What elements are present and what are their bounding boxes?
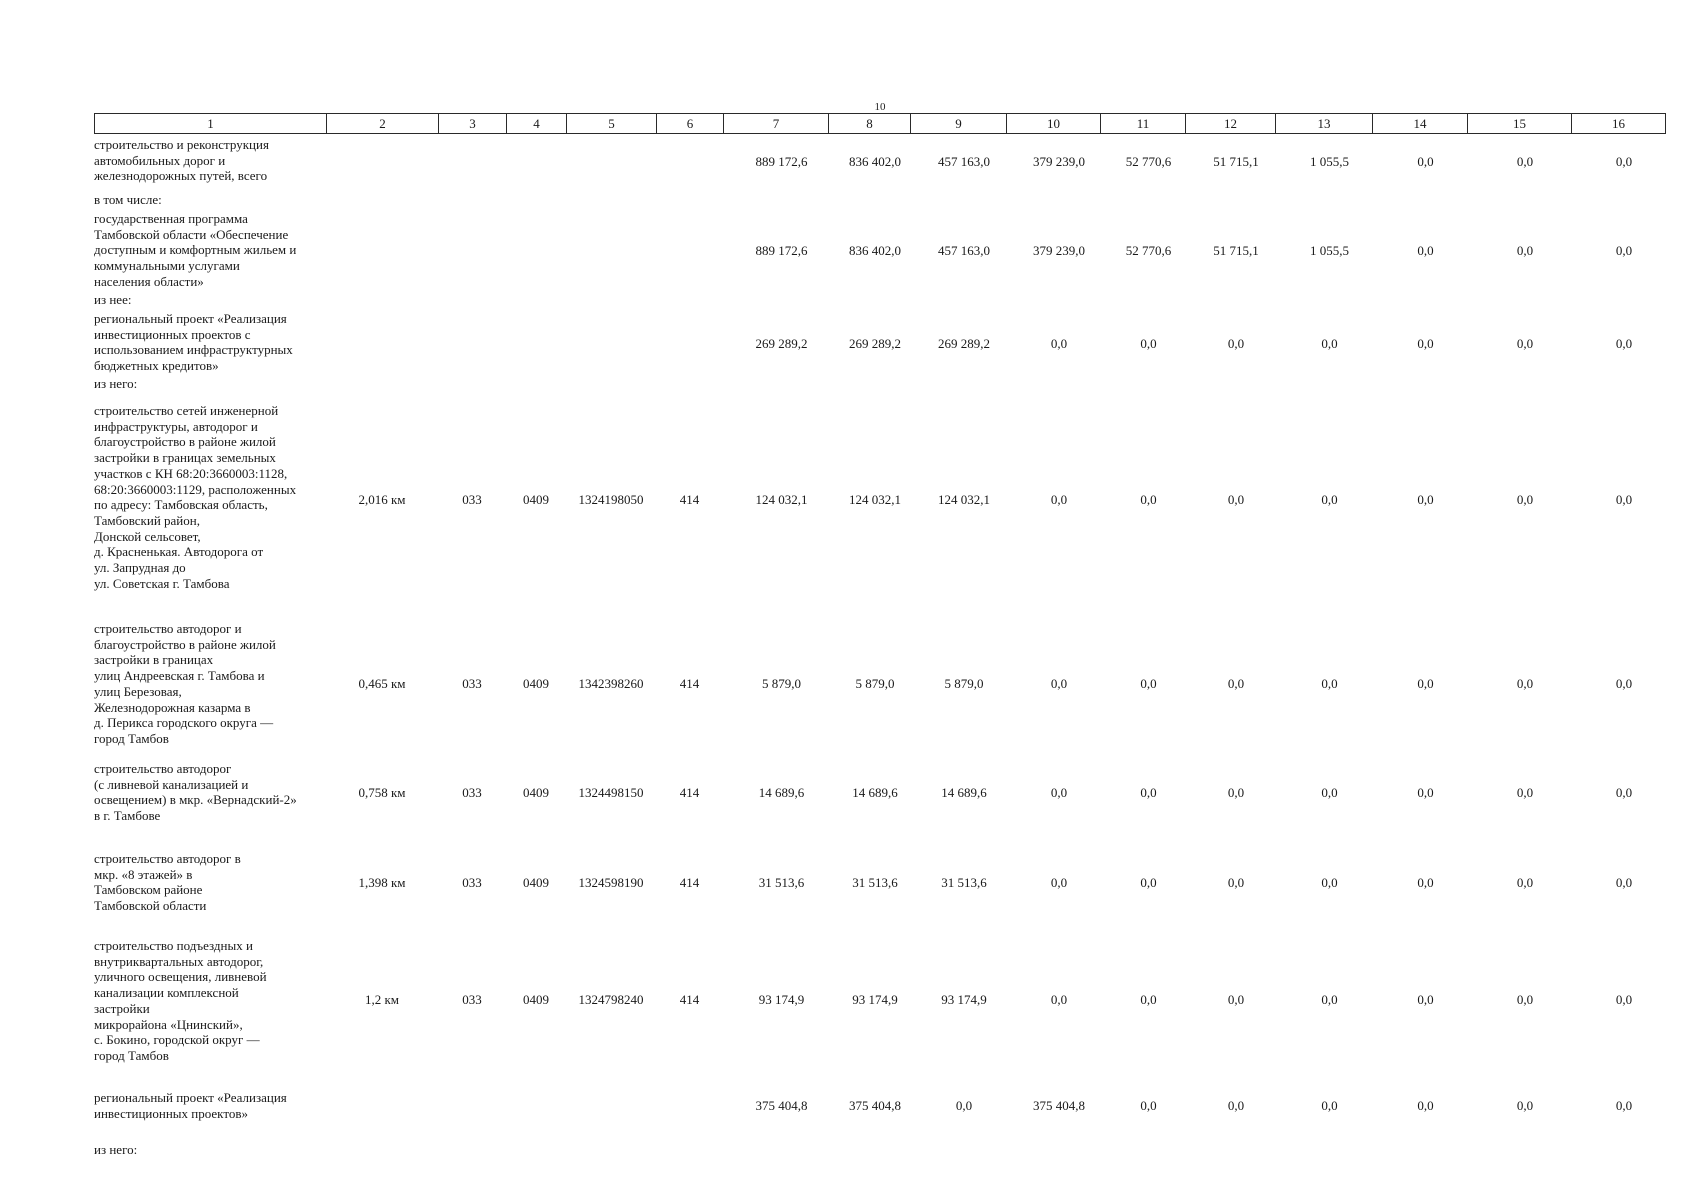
row-label: строительство автодорог в мкр. «8 этажей» в Тамбовском районе Тамбовской области bbox=[94, 851, 241, 914]
value-col-8: 836 402,0 bbox=[849, 154, 901, 169]
value-col-15: 0,0 bbox=[1516, 154, 1534, 169]
value-col-7: 269 289,2 bbox=[755, 336, 808, 351]
column-number: 11 bbox=[1101, 114, 1186, 134]
length-cell: 0,758 км bbox=[358, 785, 406, 800]
value-col-10: 0,0 bbox=[1050, 492, 1068, 507]
table-row bbox=[94, 621, 1665, 747]
value-col-12: 51 715,1 bbox=[1213, 154, 1259, 169]
code-col-6: 414 bbox=[679, 875, 700, 890]
column-number: 13 bbox=[1276, 114, 1373, 134]
value-col-15: 0,0 bbox=[1516, 1098, 1534, 1113]
code-col-4: 0409 bbox=[523, 676, 549, 691]
column-number: 4 bbox=[507, 114, 567, 134]
value-col-9: 5 879,0 bbox=[944, 676, 984, 691]
column-number: 16 bbox=[1572, 114, 1666, 134]
value-col-7: 5 879,0 bbox=[762, 676, 801, 691]
value-col-7: 31 513,6 bbox=[758, 875, 805, 890]
value-col-14: 0,0 bbox=[1417, 492, 1434, 507]
page-number: 10 bbox=[874, 101, 886, 113]
value-col-12: 0,0 bbox=[1227, 875, 1245, 890]
value-col-16: 0,0 bbox=[1615, 336, 1633, 351]
value-col-12: 51 715,1 bbox=[1213, 243, 1259, 258]
table-row bbox=[94, 938, 1665, 1064]
value-col-14: 0,0 bbox=[1417, 992, 1434, 1007]
value-col-10: 0,0 bbox=[1050, 336, 1068, 351]
value-col-15: 0,0 bbox=[1516, 243, 1534, 258]
value-col-15: 0,0 bbox=[1516, 336, 1534, 351]
value-col-7: 889 172,6 bbox=[755, 154, 808, 169]
value-col-11: 0,0 bbox=[1140, 676, 1157, 691]
value-col-12: 0,0 bbox=[1227, 992, 1245, 1007]
column-number: 12 bbox=[1186, 114, 1276, 134]
value-col-9: 0,0 bbox=[955, 1098, 973, 1113]
column-number: 7 bbox=[724, 114, 829, 134]
column-number: 3 bbox=[439, 114, 507, 134]
value-col-12: 0,0 bbox=[1227, 1098, 1245, 1113]
code-col-6: 414 bbox=[679, 992, 700, 1007]
value-col-15: 0,0 bbox=[1516, 785, 1534, 800]
column-number: 9 bbox=[911, 114, 1007, 134]
value-col-7: 889 172,6 bbox=[755, 243, 808, 258]
value-col-9: 457 163,0 bbox=[938, 154, 990, 169]
code-col-3: 033 bbox=[462, 875, 482, 890]
value-col-13: 0,0 bbox=[1321, 676, 1338, 691]
value-col-14: 0,0 bbox=[1417, 336, 1434, 351]
length-cell: 1,2 км bbox=[364, 992, 400, 1007]
row-label: строительство и реконструкция автомобильных дорог и железнодорожных путей, всего bbox=[94, 137, 269, 184]
value-col-10: 379 239,0 bbox=[1033, 154, 1085, 169]
value-col-11: 0,0 bbox=[1140, 875, 1157, 890]
code-col-4: 0409 bbox=[523, 785, 549, 800]
row-label: строительство подъездных и внутриквартальных автодорог, уличного освещения, ливневой канализации комплексной застройки микрорайона «Цнинский», с. Бокино, городской округ — город Тамбов bbox=[94, 938, 267, 1063]
column-number: 15 bbox=[1468, 114, 1572, 134]
value-col-9: 124 032,1 bbox=[938, 492, 990, 507]
value-col-14: 0,0 bbox=[1417, 1098, 1434, 1113]
value-col-12: 0,0 bbox=[1227, 336, 1245, 351]
value-col-9: 269 289,2 bbox=[938, 336, 990, 351]
value-col-8: 93 174,9 bbox=[852, 992, 898, 1007]
row-prefix: в том числе: bbox=[94, 192, 162, 207]
value-col-16: 0,0 bbox=[1615, 676, 1633, 691]
value-col-12: 0,0 bbox=[1227, 785, 1245, 800]
value-col-16: 0,0 bbox=[1615, 992, 1633, 1007]
value-col-11: 0,0 bbox=[1140, 1098, 1157, 1113]
value-col-9: 14 689,6 bbox=[941, 785, 987, 800]
value-col-7: 375 404,8 bbox=[755, 1098, 808, 1113]
value-col-10: 0,0 bbox=[1050, 875, 1068, 890]
value-col-10: 0,0 bbox=[1050, 785, 1068, 800]
row-suffix: из него: bbox=[94, 376, 138, 391]
row-label: региональный проект «Реализация инвестиционных проектов с использованием инфраструктурных бюджетных кредитов» bbox=[94, 311, 293, 374]
value-col-16: 0,0 bbox=[1615, 492, 1633, 507]
table-row bbox=[94, 1090, 1665, 1124]
value-col-14: 0,0 bbox=[1417, 875, 1434, 890]
value-col-14: 0,0 bbox=[1417, 243, 1434, 258]
value-col-15: 0,0 bbox=[1516, 875, 1534, 890]
value-col-16: 0,0 bbox=[1615, 1098, 1633, 1113]
code-col-4: 0409 bbox=[523, 992, 549, 1007]
column-number: 10 bbox=[1007, 114, 1101, 134]
row-label: строительство автодорог (с ливневой канализацией и освещением) в мкр. «Вернадский-2» в г. Тамбове bbox=[94, 761, 297, 824]
row-suffix: из нее: bbox=[94, 292, 132, 307]
code-col-5: 1324198050 bbox=[578, 492, 644, 507]
value-col-8: 836 402,0 bbox=[849, 243, 901, 258]
value-col-11: 0,0 bbox=[1140, 785, 1157, 800]
value-col-8: 269 289,2 bbox=[849, 336, 901, 351]
value-col-10: 0,0 bbox=[1050, 676, 1068, 691]
value-col-14: 0,0 bbox=[1417, 785, 1434, 800]
table-row bbox=[94, 761, 1665, 825]
value-col-13: 0,0 bbox=[1321, 1098, 1338, 1113]
code-col-6: 414 bbox=[679, 676, 700, 691]
table-row bbox=[94, 192, 1665, 307]
value-col-16: 0,0 bbox=[1615, 875, 1633, 890]
value-col-8: 375 404,8 bbox=[849, 1098, 901, 1113]
table-row bbox=[94, 137, 1665, 185]
value-col-8: 31 513,6 bbox=[852, 875, 898, 890]
value-col-11: 52 770,6 bbox=[1125, 243, 1172, 258]
length-cell: 2,016 км bbox=[358, 492, 406, 507]
value-col-11: 0,0 bbox=[1140, 492, 1157, 507]
column-number: 2 bbox=[327, 114, 439, 134]
value-col-8: 14 689,6 bbox=[852, 785, 898, 800]
value-col-7: 93 174,9 bbox=[758, 992, 805, 1007]
value-col-7: 124 032,1 bbox=[755, 492, 808, 507]
value-col-13: 0,0 bbox=[1321, 992, 1338, 1007]
value-col-15: 0,0 bbox=[1516, 992, 1534, 1007]
value-col-13: 0,0 bbox=[1321, 336, 1338, 351]
code-col-3: 033 bbox=[462, 676, 482, 691]
value-col-8: 124 032,1 bbox=[849, 492, 901, 507]
column-number: 1 bbox=[95, 114, 327, 134]
code-col-3: 033 bbox=[462, 992, 482, 1007]
code-col-5: 1324798240 bbox=[578, 992, 644, 1007]
value-col-10: 0,0 bbox=[1050, 992, 1068, 1007]
code-col-3: 033 bbox=[462, 492, 482, 507]
value-col-16: 0,0 bbox=[1615, 154, 1633, 169]
value-col-13: 1 055,5 bbox=[1310, 154, 1349, 169]
row-label: строительство автодорог и благоустройство в районе жилой застройки в границах улиц Андреевская г. Тамбова и улиц Березовая, Железнодорожная казарма в д. Перикса городского округа — город Тамбов bbox=[94, 621, 276, 746]
value-col-9: 31 513,6 bbox=[941, 875, 987, 890]
code-col-5: 1342398260 bbox=[578, 676, 644, 691]
code-col-5: 1324598190 bbox=[578, 875, 644, 890]
value-col-12: 0,0 bbox=[1227, 676, 1245, 691]
column-number: 14 bbox=[1373, 114, 1468, 134]
value-col-13: 0,0 bbox=[1321, 492, 1338, 507]
code-col-6: 414 bbox=[679, 785, 700, 800]
value-col-13: 0,0 bbox=[1321, 875, 1338, 890]
value-col-8: 5 879,0 bbox=[855, 676, 895, 691]
column-number: 5 bbox=[567, 114, 657, 134]
code-col-3: 033 bbox=[462, 785, 482, 800]
footer-note: из него: bbox=[94, 1142, 138, 1157]
value-col-13: 1 055,5 bbox=[1310, 243, 1349, 258]
value-col-11: 52 770,6 bbox=[1125, 154, 1172, 169]
value-col-11: 0,0 bbox=[1140, 336, 1157, 351]
value-col-15: 0,0 bbox=[1516, 492, 1534, 507]
value-col-9: 457 163,0 bbox=[938, 243, 990, 258]
column-number-header bbox=[94, 113, 1666, 134]
value-col-14: 0,0 bbox=[1417, 676, 1434, 691]
code-col-6: 414 bbox=[679, 492, 700, 507]
table-row bbox=[94, 403, 1665, 593]
row-label: строительство сетей инженерной инфраструктуры, автодорог и благоустройство в районе жилой застройки в границах земельных участков с КН 68:20:3660003:1128, 68:20:3660003:1129, расположенных по адресу: Тамбовская область, Тамбовский район, Донской сельсовет, д. Красненькая. Автодорога от ул. Запрудная до ул. Советская г. Тамбова bbox=[94, 403, 297, 591]
value-col-12: 0,0 bbox=[1227, 492, 1245, 507]
code-col-5: 1324498150 bbox=[578, 785, 644, 800]
value-col-16: 0,0 bbox=[1615, 243, 1633, 258]
code-col-4: 0409 bbox=[523, 875, 549, 890]
column-number: 8 bbox=[829, 114, 911, 134]
value-col-15: 0,0 bbox=[1516, 676, 1534, 691]
value-col-7: 14 689,6 bbox=[758, 785, 805, 800]
value-col-10: 375 404,8 bbox=[1033, 1098, 1085, 1113]
length-cell: 0,465 км bbox=[358, 676, 406, 691]
table-row bbox=[94, 311, 1665, 391]
row-label: региональный проект «Реализация инвестиционных проектов» bbox=[94, 1090, 287, 1121]
value-col-10: 379 239,0 bbox=[1033, 243, 1085, 258]
value-col-9: 93 174,9 bbox=[941, 992, 987, 1007]
value-col-13: 0,0 bbox=[1321, 785, 1338, 800]
table-row bbox=[94, 851, 1665, 915]
column-number: 6 bbox=[657, 114, 724, 134]
value-col-16: 0,0 bbox=[1615, 785, 1633, 800]
length-cell: 1,398 км bbox=[358, 875, 406, 890]
row-label: государственная программа Тамбовской области «Обеспечение доступным и комфортным жильем и коммунальными услугами населения области» bbox=[94, 211, 297, 289]
code-col-4: 0409 bbox=[523, 492, 549, 507]
value-col-11: 0,0 bbox=[1140, 992, 1157, 1007]
value-col-14: 0,0 bbox=[1417, 154, 1434, 169]
